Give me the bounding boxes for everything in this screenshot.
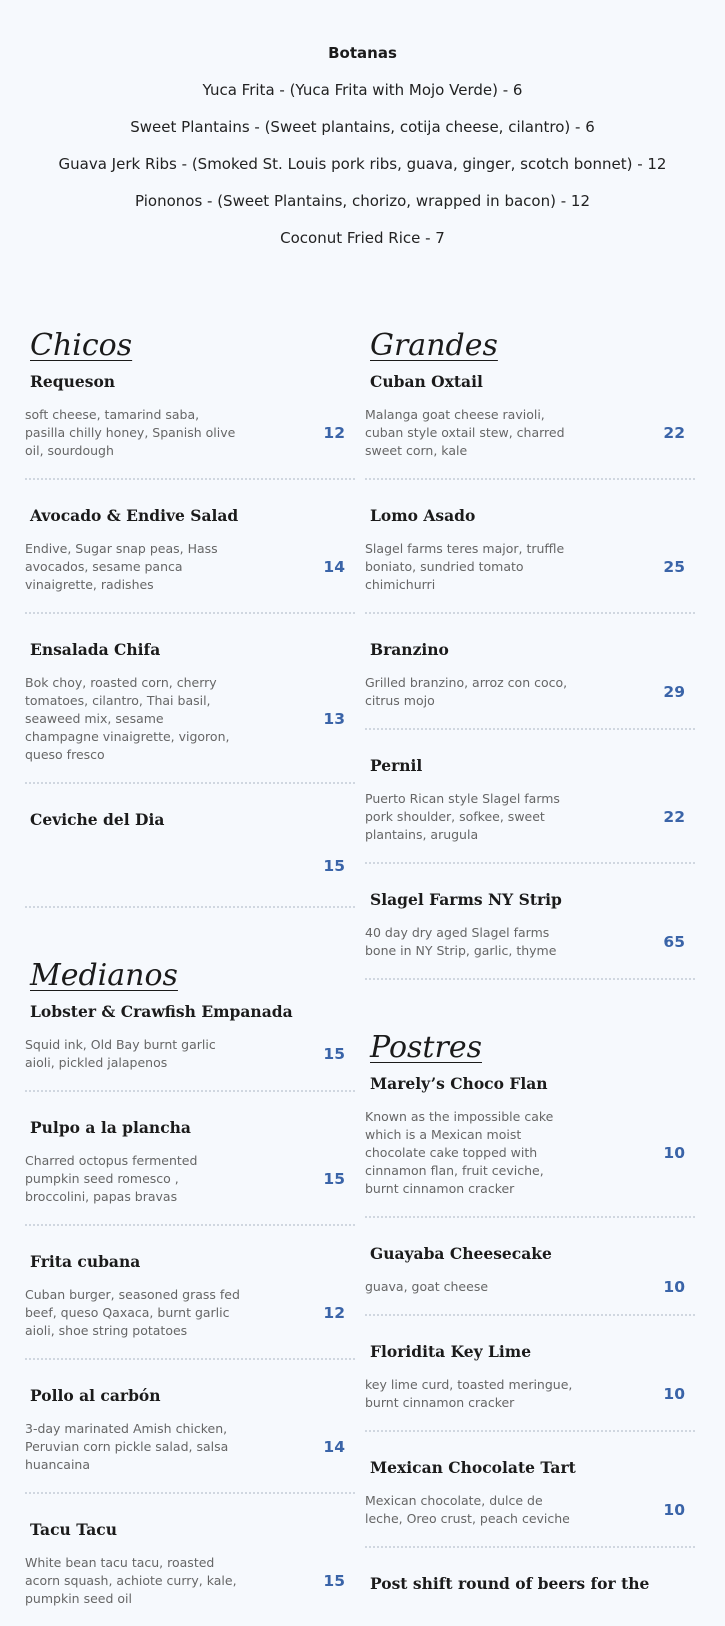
section-title-chicos: Chicos [30, 328, 133, 363]
menu-item [365, 1244, 695, 1316]
item-description: Squid ink, Old Bay burnt garlic aioli, pickled jalapenos [25, 1037, 216, 1070]
item-description: Cuban burger, seasoned grass fed beef, queso Qaxaca, burnt garlic aioli, shoe string potatoes [25, 1287, 240, 1338]
item-description: Charred octopus fermented pumpkin seed romesco , broccolini, papas bravas [25, 1153, 198, 1204]
item-description: Slagel farms teres major, truffle boniato, sundried tomato chimichurri [365, 541, 565, 592]
item-description: 40 day dry aged Slagel farms bone in NY Strip, garlic, thyme [365, 925, 557, 958]
item-description: key lime curd, toasted meringue, burnt cinnamon cracker [365, 1377, 573, 1410]
menu-item [25, 810, 355, 908]
botanas-item: Sweet Plantains - (Sweet plantains, cotija cheese, cilantro) - 6 [130, 118, 595, 136]
item-name: Pernil [370, 756, 423, 775]
menu-item [365, 890, 695, 980]
menu-item [25, 1252, 355, 1360]
item-name: Floridita Key Lime [370, 1342, 532, 1361]
menu-item [25, 1118, 355, 1226]
item-description [25, 857, 240, 875]
menu-item [365, 1074, 695, 1218]
item-name: Ensalada Chifa [30, 640, 161, 659]
item-name: Requeson [30, 372, 116, 391]
item-price: 25 [663, 558, 685, 576]
left-column [25, 328, 355, 1626]
item-price: 12 [323, 424, 345, 442]
botanas-title: Botanas [328, 44, 397, 62]
item-name: Pollo al carbón [30, 1386, 161, 1405]
botanas-item: Piononos - (Sweet Plantains, chorizo, wrapped in bacon) - 12 [135, 192, 590, 210]
item-name: Slagel Farms NY Strip [370, 890, 562, 909]
item-description: Malanga goat cheese ravioli, cuban style oxtail stew, charred sweet corn, kale [365, 407, 565, 458]
menu-item [25, 506, 355, 614]
menu-item [365, 506, 695, 614]
item-price: 22 [663, 424, 685, 442]
menu-item [25, 372, 355, 480]
item-price: 14 [323, 1438, 345, 1456]
botanas-item: Coconut Fried Rice - 7 [280, 229, 445, 247]
item-price: 12 [323, 1304, 345, 1322]
item-name: Frita cubana [30, 1252, 141, 1271]
item-description: Known as the impossible cake which is a Mexican moist chocolate cake topped with cinnamon flan, fruit ceviche, burnt cinnamon cracker [365, 1109, 554, 1196]
menu-item [25, 1002, 355, 1092]
item-name: Guayaba Cheesecake [370, 1244, 552, 1263]
menu-item [365, 1458, 695, 1548]
item-name: Pulpo a la plancha [30, 1118, 191, 1137]
menu-item [25, 640, 355, 784]
item-description: Puerto Rican style Slagel farms pork shoulder, sofkee, sweet plantains, arugula [365, 791, 560, 842]
item-price: 65 [663, 933, 685, 951]
menu-item [365, 372, 695, 480]
item-description: 3-day marinated Amish chicken, Peruvian corn pickle salad, salsa huancaina [25, 1421, 229, 1472]
section-title-postres: Postres [370, 1030, 482, 1065]
menu-item [365, 1574, 695, 1626]
item-description: soft cheese, tamarind saba, pasilla chilly honey, Spanish olive oil, sourdough [25, 407, 236, 458]
item-price: 15 [323, 1170, 345, 1188]
item-price: 14 [323, 558, 345, 576]
item-price: 10 [663, 1385, 685, 1403]
menu-item [25, 1520, 355, 1626]
right-column [365, 328, 695, 1626]
section-title-grandes: Grandes [370, 328, 498, 363]
item-price: 10 [663, 1278, 685, 1296]
item-price: 15 [323, 1572, 345, 1590]
item-description: Grilled branzino, arroz con coco, citrus mojo [365, 675, 568, 708]
item-name: Lomo Asado [370, 506, 476, 525]
item-name: Cuban Oxtail [370, 372, 483, 391]
item-name: Avocado & Endive Salad [30, 506, 239, 525]
item-name: Ceviche del Dia [30, 810, 165, 829]
item-price: 13 [323, 710, 345, 728]
item-price: 10 [663, 1501, 685, 1519]
item-price: 10 [663, 1144, 685, 1162]
menu-item [365, 756, 695, 864]
item-price: 22 [663, 808, 685, 826]
item-description: guava, goat cheese [365, 1279, 489, 1294]
item-name: Mexican Chocolate Tart [370, 1458, 576, 1477]
item-price: 15 [323, 857, 345, 875]
item-description: White bean tacu tacu, roasted acorn squash, achiote curry, kale, pumpkin seed oil [25, 1555, 237, 1606]
item-description: Bok choy, roasted corn, cherry tomatoes, cilantro, Thai basil, seaweed mix, sesame champagne vinaigrette, vigoron, queso fresco [25, 675, 230, 762]
section-title-medianos: Medianos [30, 958, 178, 993]
menu-item [25, 1386, 355, 1494]
item-name: Post shift round of beers for the [370, 1574, 650, 1593]
menu-item [365, 640, 695, 730]
item-name: Marely’s Choco Flan [370, 1074, 548, 1093]
botanas-item: Guava Jerk Ribs - (Smoked St. Louis pork ribs, guava, ginger, scotch bonnet) - 12 [58, 155, 667, 173]
botanas-item: Yuca Frita - (Yuca Frita with Mojo Verde) - 6 [202, 81, 523, 99]
item-name: Tacu Tacu [30, 1520, 117, 1539]
item-price: 29 [663, 683, 685, 701]
item-description: Endive, Sugar snap peas, Hass avocados, sesame panca vinaigrette, radishes [25, 541, 218, 592]
item-price: 15 [323, 1045, 345, 1063]
item-name: Lobster & Crawfish Empanada [30, 1002, 293, 1021]
menu-item [365, 1342, 695, 1432]
botanas-section [0, 0, 725, 248]
item-description: Mexican chocolate, dulce de leche, Oreo crust, peach ceviche [365, 1493, 570, 1526]
item-name: Branzino [370, 640, 449, 659]
